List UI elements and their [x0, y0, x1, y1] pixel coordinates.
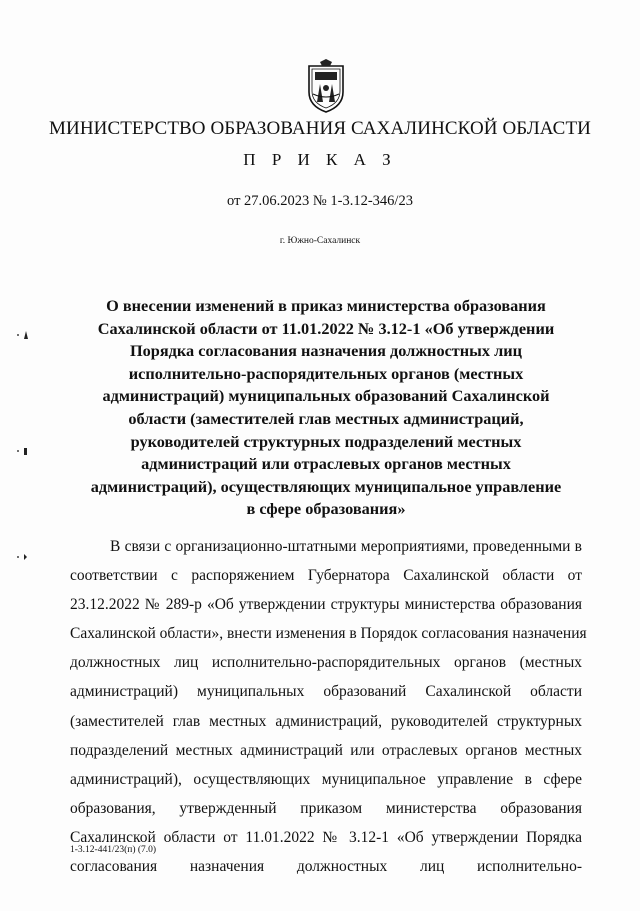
scan-mark-icon: [14, 551, 32, 563]
body-line: образования, утвержденный приказом министерства образования: [70, 799, 582, 817]
body-line: Сахалинской области», внести изменения в Порядок согласования назначения: [70, 625, 587, 643]
body-line: В связи с организационно-штатными мероприятиями, проведенными в: [110, 538, 582, 555]
scan-mark-icon: [14, 445, 32, 457]
heading-line: О внесении изменений в приказ министерства образования: [106, 296, 546, 315]
order-body: [70, 532, 587, 881]
heading-line: администраций) муниципальных образований Сахалинской: [102, 386, 550, 406]
body-line: 23.12.2022 № 289-р «Об утверждении структуры министерства образования: [70, 596, 582, 614]
body-line: подразделений местных администраций или отраслевых органов местных: [70, 741, 582, 759]
body-line: администраций) муниципальных образований Сахалинской области: [70, 683, 582, 701]
heading-line: в сфере образования»: [246, 499, 406, 519]
heading-line: Сахалинской области от 11.01.2022 № 3.12-1 «Об утверждении: [97, 318, 555, 338]
heading-line: исполнительно-распорядительных органов (местных: [128, 363, 524, 383]
order-heading: [60, 295, 592, 521]
body-line: согласования назначения должностных лиц исполнительно-: [70, 858, 582, 876]
body-line: администраций), осуществляющих муниципальное управление в сфере: [70, 770, 582, 788]
heading-line: области (заместителей глав местных администраций,: [128, 408, 524, 428]
body-line: (заместителей глав местных администраций, руководителей структурных: [70, 712, 582, 730]
order-title: П Р И К А З: [243, 150, 397, 169]
coat-of-arms-icon: [303, 58, 349, 114]
heading-line: руководителей структурных подразделений местных: [130, 431, 522, 451]
document-code: 1-3.12-441/23(п) (7.0): [70, 845, 157, 855]
body-line: соответствии с распоряжением Губернатора Сахалинской области от: [70, 567, 582, 585]
body-line: Сахалинской области от 11.01.2022 № 3.12-1 «Об утверждении Порядка: [70, 828, 582, 846]
ministry-name: МИНИСТЕРСТВО ОБРАЗОВАНИЯ САХАЛИНСКОЙ ОБЛАСТИ: [49, 118, 591, 139]
order-date-number: от 27.06.2023 № 1-3.12-346/23: [227, 193, 413, 209]
heading-line: администраций или отраслевых органов местных: [141, 454, 511, 474]
body-line: должностных лиц исполнительно-распорядительных органов (местных: [70, 654, 582, 672]
heading-line: Порядка согласования назначения должностных лиц: [129, 341, 523, 361]
city-name: г. Южно-Сахалинск: [279, 236, 361, 246]
scan-mark-icon: [14, 328, 32, 340]
heading-line: администраций), осуществляющих муниципальное управление: [90, 476, 562, 496]
